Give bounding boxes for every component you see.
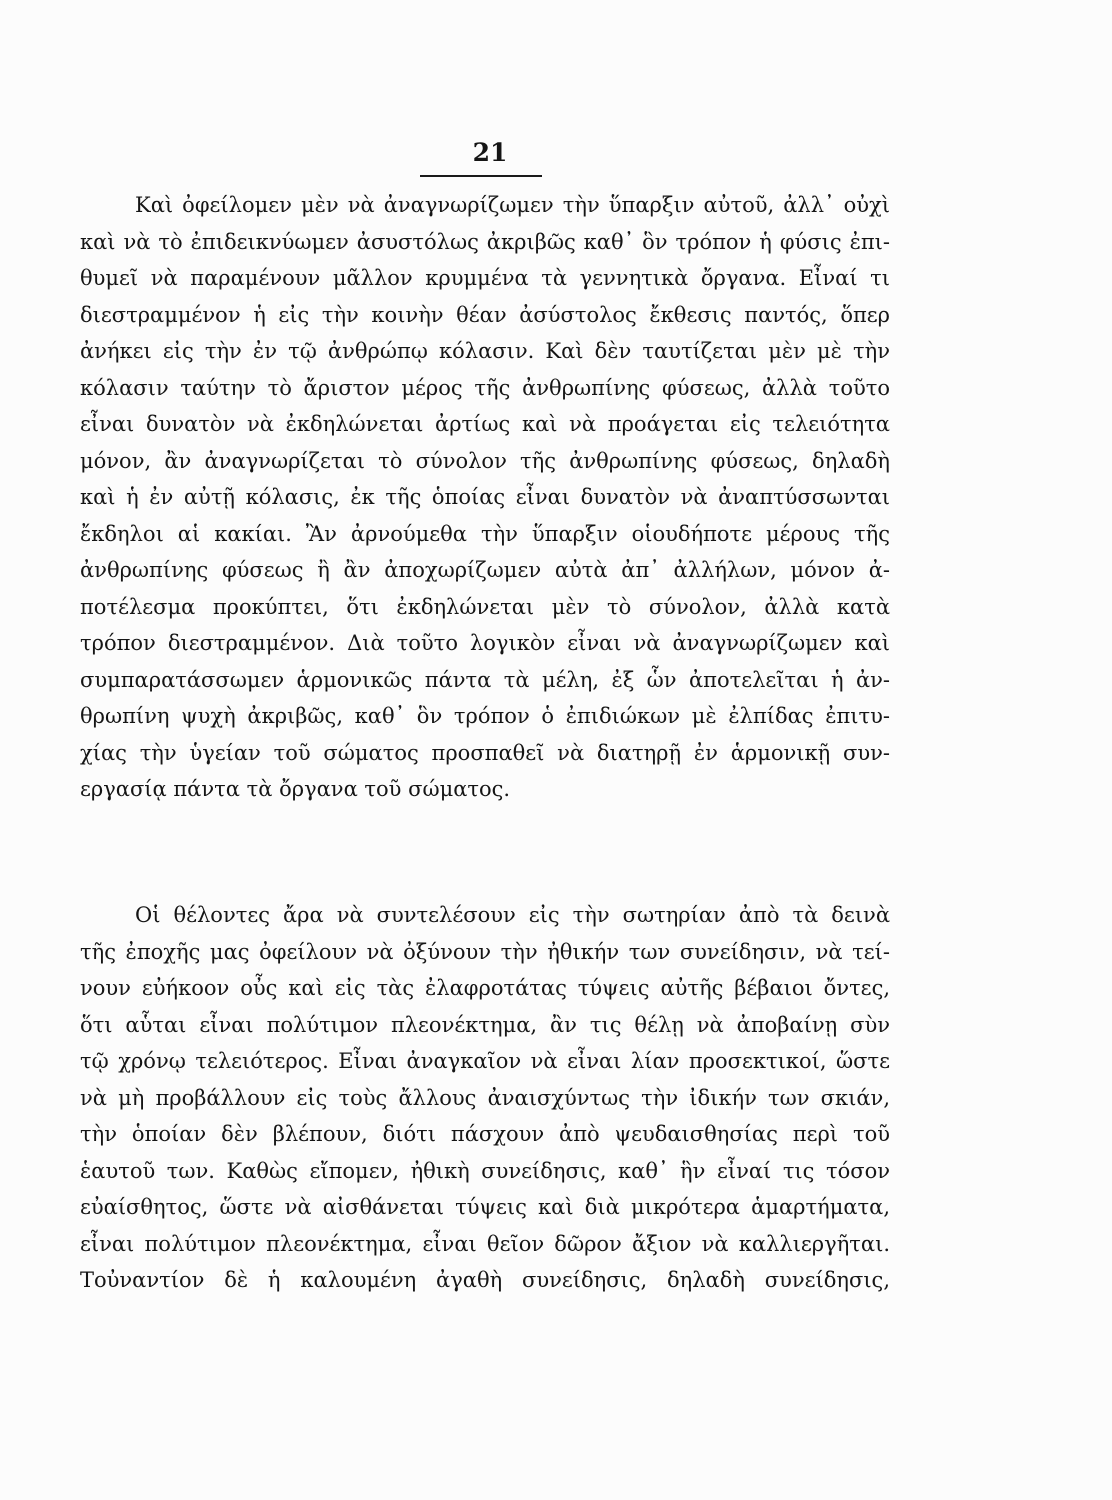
text-line: συμπαρατάσσωμεν ἁρμονικῶς πάντα τὰ μέλη, ἐξ ὧν ἀποτελεῖται ἡ ἀν- <box>80 667 890 692</box>
text-line: τῆς ἐποχῆς μας ὀφείλουν νὰ ὀξύνουν τὴν ἠθικήν των συνείδησιν, νὰ τεί- <box>80 939 890 964</box>
text-line: ἀνήκει εἰς τὴν ἐν τῷ ἀνθρώπῳ κόλασιν. Καὶ δὲν ταυτίζεται μὲν μὲ τὴν <box>80 339 890 363</box>
text-line: θρωπίνη ψυχὴ ἀκριβῶς, καθ᾽ ὃν τρόπον ὁ ἐπιδιώκων μὲ ἐλπίδας ἐπιτυ- <box>80 704 890 728</box>
text-line: διεστραμμένον ἡ εἰς τὴν κοινὴν θέαν ἀσύστολος ἔκθεσις παντός, ὅπερ <box>80 302 890 327</box>
text-line: μόνον, ἂν ἀναγνωρίζεται τὸ σύνολον τῆς ἀνθρωπίνης φύσεως, δηλαδὴ <box>80 448 890 473</box>
page-number-underline <box>420 175 542 177</box>
text-line: ποτέλεσμα προκύπτει, ὅτι ἐκδηλώνεται μὲν τὸ σύνολον, ἀλλὰ κατὰ <box>80 594 890 619</box>
text-line: νὰ μὴ προβάλλουν εἰς τοὺς ἄλλους ἀναισχύντως τὴν ἰδικήν των σκιάν, <box>80 1085 890 1110</box>
paragraph-1 <box>80 187 890 808</box>
text-line: Καὶ ὀφείλομεν μὲν νὰ ἀναγνωρίζωμεν τὴν ὕπαρξιν αὐτοῦ, ἀλλ᾽ οὐχὶ <box>135 193 890 217</box>
text-line: καὶ νὰ τὸ ἐπιδεικνύωμεν ἀσυστόλως ἀκριβῶς καθ᾽ ὃν τρόπον ἡ φύσις ἐπι- <box>80 229 890 254</box>
text-line: ἔκδηλοι αἱ κακίαι. Ἂν ἀρνούμεθα τὴν ὕπαρξιν οἱουδήποτε μέρους τῆς <box>80 521 890 546</box>
text-line: χίας τὴν ὑγείαν τοῦ σώματος προσπαθεῖ νὰ διατηρῇ ἐν ἁρμονικῇ συν- <box>80 740 890 765</box>
text-line: εὐαίσθητος, ὥστε νὰ αἰσθάνεται τύψεις καὶ διὰ μικρότερα ἁμαρτήματα, <box>80 1195 890 1219</box>
text-line: καὶ ἡ ἐν αὐτῇ κόλασις, ἐκ τῆς ὁποίας εἶναι δυνατὸν νὰ ἀναπτύσσωνται <box>80 485 890 509</box>
text-line: νουν εὐήκοον οὖς καὶ εἰς τὰς ἐλαφροτάτας τύψεις αὐτῆς βέβαιοι ὄντες, <box>80 976 890 1000</box>
text-line: ὅτι αὗται εἶναι πολύτιμον πλεονέκτημα, ἂν τις θέλῃ νὰ ἀποβαίνῃ σὺν <box>80 1012 890 1037</box>
text-line: θυμεῖ νὰ παραμένουν μᾶλλον κρυμμένα τὰ γεννητικὰ ὄργανα. Εἶναί τι <box>80 266 890 290</box>
text-line: κόλασιν ταύτην τὸ ἄριστον μέρος τῆς ἀνθρωπίνης φύσεως, ἀλλὰ τοῦτο <box>80 375 890 400</box>
text-line: εἶναι πολύτιμον πλεονέκτημα, εἶναι θεῖον δῶρον ἄξιον νὰ καλλιεργῆται. <box>80 1231 890 1256</box>
text-line: Τοὐναντίον δὲ ἡ καλουμένη ἀγαθὴ συνείδησις, δηλαδὴ συνείδησις, <box>80 1268 890 1292</box>
text-line: τὴν ὁποίαν δὲν βλέπουν, διότι πάσχουν ἀπὸ ψευδαισθησίας περὶ τοῦ <box>80 1122 890 1146</box>
text-line: τῷ χρόνῳ τελειότερος. Εἶναι ἀναγκαῖον νὰ εἶναι λίαν προσεκτικοί, ὥστε <box>80 1049 890 1073</box>
text-line: Οἱ θέλοντες ἄρα νὰ συντελέσουν εἰς τὴν σωτηρίαν ἀπὸ τὰ δεινὰ <box>135 903 890 927</box>
text-line: εργασίᾳ πάντα τὰ ὄργανα τοῦ σώματος. <box>80 777 511 801</box>
text-line: εἶναι δυνατὸν νὰ ἐκδηλώνεται ἀρτίως καὶ νὰ προάγεται εἰς τελειότητα <box>80 412 890 436</box>
text-line: ἑαυτοῦ των. Καθὼς εἴπομεν, ἠθικὴ συνείδησις, καθ᾽ ἣν εἶναί τις τόσον <box>80 1158 890 1183</box>
paragraph-2 <box>80 897 890 1299</box>
text-line: ἀνθρωπίνης φύσεως ἢ ἂν ἀποχωρίζωμεν αὐτὰ ἀπ᾽ ἀλλήλων, μόνον ἀ- <box>80 558 890 582</box>
text-line: τρόπον διεστραμμένον. Διὰ τοῦτο λογικὸν εἶναι νὰ ἀναγνωρίζωμεν καὶ <box>80 631 890 655</box>
page-number: 21 <box>472 138 508 167</box>
